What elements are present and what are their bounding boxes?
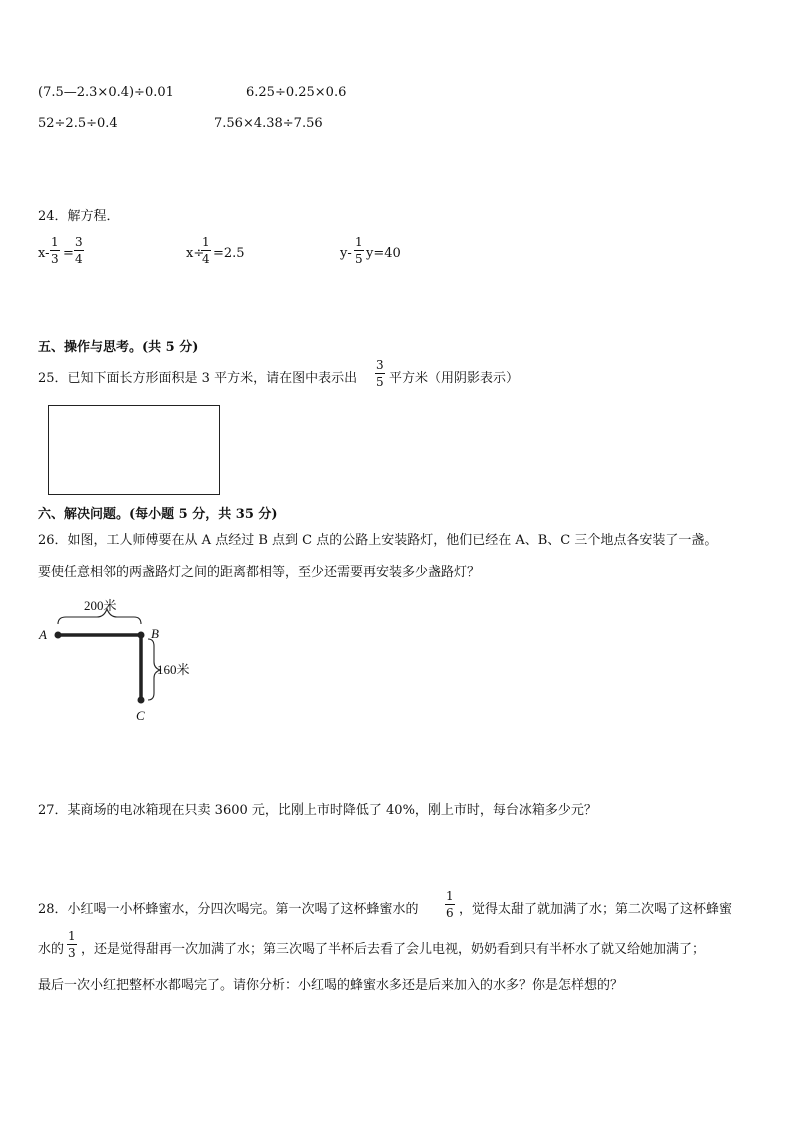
calc-expression-3: 52÷2.5÷0.4: [38, 116, 118, 131]
fraction-denominator: 3: [51, 252, 59, 266]
label-ab-distance: 200米: [84, 598, 117, 613]
point-a: [55, 632, 62, 639]
eq1-left: x-: [38, 246, 50, 261]
eq2-fraction: [201, 236, 211, 265]
eq3-fraction: [354, 236, 364, 265]
fraction-numerator: 1: [68, 929, 76, 943]
question-26-line-1: 26．如图，工人师傅要在从 A 点经过 B 点到 C 点的公路上安装路灯，他们已经在 A、B、C 三个地点各安装了一盏。: [38, 533, 718, 548]
point-b: [138, 632, 145, 639]
label-b: B: [151, 626, 159, 641]
fraction-numerator: 1: [446, 889, 454, 903]
question-26-line-2: 要使任意相邻的两盏路灯之间的距离都相等，至少还需要再安装多少盏路灯？: [38, 565, 481, 580]
eq1-equals: =: [63, 246, 74, 261]
road-figure: [30, 592, 210, 727]
fraction-denominator: 4: [75, 252, 83, 266]
fraction-denominator: 3: [68, 946, 76, 960]
question-25-text-start: 25．已知下面长方形面积是 3 平方米，请在图中表示出: [38, 371, 358, 386]
eq2-left: x÷: [186, 246, 205, 261]
eq3-right: y=40: [366, 246, 401, 261]
label-c: C: [136, 708, 145, 723]
fraction-numerator: 1: [51, 235, 59, 249]
question-24-title: 24．解方程．: [38, 209, 120, 224]
calc-expression-4: 7.56×4.38÷7.56: [214, 116, 323, 131]
fraction-numerator: 3: [376, 358, 384, 372]
question-25-fraction: [375, 359, 385, 388]
fraction-denominator: 6: [446, 906, 454, 920]
fraction-numerator: 1: [202, 235, 210, 249]
fraction-numerator: 1: [355, 235, 363, 249]
label-a: A: [39, 627, 47, 642]
question-28-line-2-start: 水的: [38, 942, 65, 957]
rectangle-figure: [48, 405, 220, 495]
section-6-title: 六、解决问题。(每小题 5 分，共 35 分): [38, 507, 278, 522]
fraction-denominator: 4: [202, 252, 210, 266]
calc-expression-2: 6.25÷0.25×0.6: [246, 85, 347, 100]
fraction-numerator: 3: [75, 235, 83, 249]
fraction-denominator: 5: [355, 252, 363, 266]
calc-expression-1: (7.5—2.3×0.4)÷0.01: [38, 85, 174, 100]
question-28-line-1-start: 28．小红喝一小杯蜂蜜水，分四次喝完。第一次喝了这杯蜂蜜水的: [38, 902, 419, 917]
question-28-line-1-end: ，觉得太甜了就加满了水；第二次喝了这杯蜂蜜: [459, 902, 733, 917]
eq3-left: y-: [340, 246, 352, 261]
question-28-line-2-end: ，还是觉得甜再一次加满了水；第三次喝了半杯后去看了会儿电视，奶奶看到只有半杯水了就又给她加满了；: [81, 942, 706, 957]
eq1-fraction-2: [74, 236, 84, 265]
question-27-text: 27．某商场的电冰箱现在只卖 3600 元，比刚上市时降低了 40%，刚上市时，每台冰箱多少元？: [38, 803, 597, 818]
fraction-denominator: 5: [376, 375, 384, 389]
question-25-text-end: 平方米（用阴影表示）: [389, 371, 520, 386]
eq1-fraction-1: [50, 236, 60, 265]
question-28-line-3: 最后一次小红把整杯水都喝完了。请你分析：小红喝的蜂蜜水多还是后来加入的水多？你是怎样想的？: [38, 978, 624, 993]
question-28-fraction-1: [445, 890, 455, 919]
label-bc-distance: 160米: [157, 662, 190, 677]
section-5-title: 五、操作与思考。(共 5 分): [38, 340, 199, 355]
point-c: [138, 697, 145, 704]
question-28-fraction-2: [67, 930, 77, 959]
eq2-right: =2.5: [213, 246, 245, 261]
